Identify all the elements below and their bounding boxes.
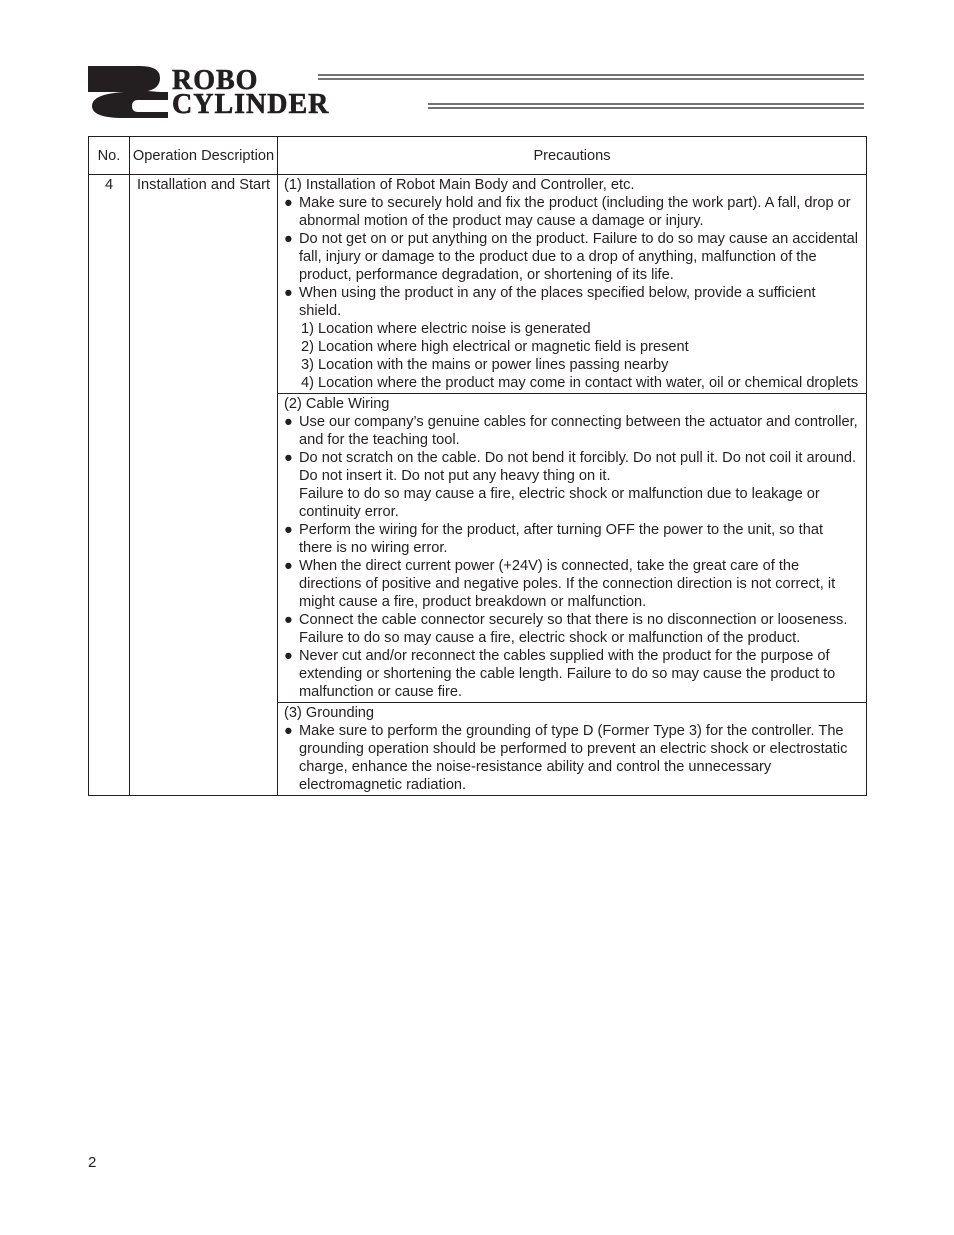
section-title: (3) Grounding <box>284 705 375 721</box>
list-item <box>301 338 860 356</box>
bullet-list <box>284 722 860 794</box>
bullet-text: Make sure to perform the grounding of type D (Former Type 3) for the controller. The grounding operation should be performed to prevent an electric shock or electrostatic charge, enhance the noise-resistance ability and control the unnecessary electromagnetic radiation. <box>299 723 848 793</box>
bullet-icon: ● <box>284 648 293 664</box>
bullet-extra-text: Failure to do so may cause a fire, electric shock or malfunction due to leakage or continuity error. <box>299 486 820 520</box>
section-cable-wiring <box>278 394 867 703</box>
table-header-row <box>89 137 867 175</box>
list-item <box>301 320 860 338</box>
bullet-text: Connect the cable connector securely so that there is no disconnection or looseness. Failure to do so may cause a fire, electric shock or malfunction of the product. <box>299 612 848 646</box>
table-row <box>89 175 867 394</box>
logo-line2: CYLINDER <box>172 89 330 118</box>
section-title: (2) Cable Wiring <box>284 396 390 412</box>
bullet-text: When the direct current power (+24V) is connected, take the great care of the directions of positive and negative poles. If the connection direction is not correct, it might cause a fire, product breakdown or malfunction. <box>299 558 836 610</box>
section-installation <box>278 175 867 394</box>
bullet-list <box>284 413 860 701</box>
bullet-text: Do not scratch on the cable. Do not bend it forcibly. Do not pull it. Do not coil it around. Do not insert it. Do not put any heavy thing on it. <box>299 450 857 484</box>
logo-graphic <box>88 66 868 118</box>
list-item <box>284 647 860 701</box>
bullet-icon: ● <box>284 558 293 574</box>
bullet-icon: ● <box>284 231 293 247</box>
bullet-text: Perform the wiring for the product, after turning OFF the power to the unit, so that there is no wiring error. <box>299 522 824 556</box>
rc-mark-icon <box>88 66 168 118</box>
item-number: 2) <box>301 339 314 355</box>
header-no: No. <box>89 137 130 175</box>
header-rules <box>318 75 864 108</box>
item-number: 4) <box>301 375 314 391</box>
list-item <box>284 722 860 794</box>
bullet-text: Use our company’s genuine cables for connecting between the actuator and controller, and for the teaching tool. <box>299 414 858 448</box>
bullet-icon: ● <box>284 285 293 301</box>
item-text: Location with the mains or power lines passing nearby <box>318 357 669 373</box>
item-text: Location where high electrical or magnetic field is present <box>318 339 689 355</box>
bullet-icon: ● <box>284 522 293 538</box>
bullet-text: Make sure to securely hold and fix the product (including the work part). A fall, drop or abnormal motion of the product may cause a damage or injury. <box>299 195 851 229</box>
header-precautions: Precautions <box>278 137 867 175</box>
bullet-text: When using the product in any of the places specified below, provide a sufficient shield. <box>299 285 816 319</box>
item-number: 1) <box>301 321 314 337</box>
list-item <box>284 230 860 284</box>
bullet-icon: ● <box>284 450 293 466</box>
list-item <box>284 194 860 230</box>
section-grounding <box>278 703 867 796</box>
location-list <box>299 320 860 392</box>
list-item <box>301 356 860 374</box>
robo-cylinder-logo <box>88 66 868 118</box>
list-item <box>284 611 860 647</box>
bullet-icon: ● <box>284 195 293 211</box>
list-item <box>301 374 860 392</box>
item-text: Location where the product may come in contact with water, oil or chemical droplets <box>318 375 859 391</box>
list-item <box>284 413 860 449</box>
list-item <box>284 284 860 392</box>
precautions-table <box>88 136 867 796</box>
cell-no: 4 <box>89 175 130 796</box>
cell-operation: Installation and Start <box>130 175 278 796</box>
item-number: 3) <box>301 357 314 373</box>
bullet-icon: ● <box>284 723 293 739</box>
bullet-text: Do not get on or put anything on the product. Failure to do so may cause an accidental fall, injury or damage to the product due to a drop of anything, malfunction of the product, performance degradation, or shortening of its life. <box>299 231 858 283</box>
logo-line1: ROBO <box>172 66 259 96</box>
page-number: 2 <box>88 1154 97 1171</box>
section-title: (1) Installation of Robot Main Body and Controller, etc. <box>284 177 635 193</box>
item-text: Location where electric noise is generated <box>318 321 591 337</box>
bullet-icon: ● <box>284 612 293 628</box>
list-item <box>284 449 860 521</box>
bullet-list <box>284 194 860 392</box>
header-operation: Operation Description <box>130 137 278 175</box>
list-item <box>284 521 860 557</box>
list-item <box>284 557 860 611</box>
bullet-icon: ● <box>284 414 293 430</box>
bullet-text: Never cut and/or reconnect the cables supplied with the product for the purpose of extending or shortening the cable length. Failure to do so may cause the product to malfunction or cause fire. <box>299 648 836 700</box>
